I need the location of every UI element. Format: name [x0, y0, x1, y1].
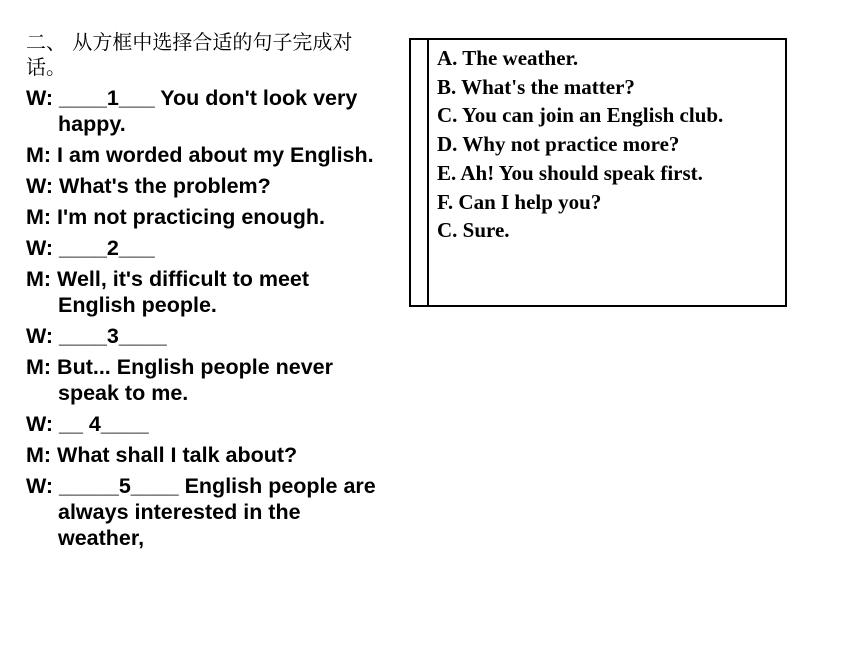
- option-item: A. The weather.: [437, 46, 579, 70]
- option-item: D. Why not practice more?: [437, 132, 680, 157]
- option-item: B. What's the matter?: [437, 74, 635, 99]
- dialogue-line-3: W: What's the problem?: [26, 174, 271, 198]
- instruction-heading: 二、 从方框中选择合适的句子完成对话。: [26, 30, 353, 79]
- dialogue-line-7: W: ____3____: [26, 324, 167, 348]
- dialogue-line-11: W: _____5____ English people are always interested in the weather,: [26, 474, 376, 550]
- dialogue-line-8: M: But... English people never speak to me.: [26, 355, 334, 405]
- dialogue-line-1: W: ____1___ You don't look very happy.: [26, 86, 358, 136]
- option-item: C. Sure.: [437, 218, 510, 243]
- dialogue-line-5: W: ____2___: [26, 236, 155, 260]
- dialogue-line-2: M: I am worded about my English.: [26, 143, 374, 167]
- dialogue-line-6: M: Well, it's difficult to meet English people.: [26, 267, 310, 317]
- margin-rule: [427, 40, 429, 305]
- dialogue-line-10: M: What shall I talk about?: [26, 443, 298, 467]
- option-item: F. Can I help you?: [437, 189, 602, 214]
- options-list: [437, 44, 723, 245]
- option-item: C. You can join an English club.: [437, 103, 724, 128]
- dialogue-line-9: W: __ 4____: [26, 412, 149, 436]
- dialogue-line-4: M: I'm not practicing enough.: [26, 205, 325, 229]
- options-box: [409, 38, 787, 307]
- option-item: E. Ah! You should speak first.: [437, 160, 703, 185]
- dialogue-panel: [26, 30, 386, 556]
